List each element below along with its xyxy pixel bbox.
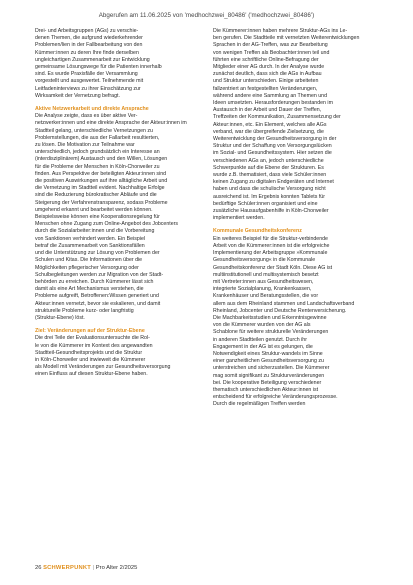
text-line: Möglichkeiten pflegerischer Versorgung oder <box>35 264 139 271</box>
text-line: verschiedenen AGs an, jedoch unterschiedliche <box>213 157 324 164</box>
text-line: von wenigen Treffen als Beobachter:innen teil und <box>213 49 330 56</box>
text-line: vorgestellt und ausgewertet. Teilnehmende mit <box>35 78 144 85</box>
text-line: umgehend erkannt und bearbeitet werden können. <box>35 206 153 213</box>
right-paragraph-1 <box>213 28 379 222</box>
text-line: Gesundheitsversorgung« in die Kommunale <box>213 257 316 264</box>
text-line: Die Analyse zeigte, dass es über aktive Ver- <box>35 113 138 120</box>
text-line: Schwerpunkte auf die Ebene der Strukturen. Es <box>213 164 324 171</box>
text-line: mag somit signifikant zu Strukturveränderungen <box>213 372 325 379</box>
text-line: implementiert werden. <box>213 215 265 222</box>
text-line: die Vernetzung im Stadtteil evident. Nachhaltige Erfolge <box>35 185 165 192</box>
text-line: Akteur:innen, etc. Ein Element, welches alle AGs <box>213 121 327 128</box>
text-line: einen Einfluss auf diesen Struktur-Ebene haben. <box>35 371 148 378</box>
text-line: Arbeit von die Kümmerer:innen ist die erfolgreiche <box>213 242 330 249</box>
text-line: in anderen Stadtteilen genutzt. Durch ihr <box>213 336 307 343</box>
text-line: Akteur:innen vernetzt, bevor sie eskalieren, und damit <box>35 300 161 307</box>
text-line: ungleichartigen Zusammenarbeit zur Entwicklung <box>35 56 150 63</box>
text-line: Implementierung der Arbeitsgruppe »Kommunale <box>213 250 328 257</box>
text-line: strukturelle Probleme kurz- oder langfristig <box>35 307 134 314</box>
text-line: zunächst deutlich, dass sich die AGs in Aufbau <box>213 71 322 78</box>
text-line: Gesundheitskonferenz der Stadt Köln. Diese AG ist <box>213 264 333 271</box>
text-line: behörden zu erreichen. Durch Kümmerer lässt sich <box>35 278 154 285</box>
text-line: (Struktur-Ebene) löst. <box>35 314 85 321</box>
text-line: Beispielsweise können eine Kooperationsregelung für <box>35 214 160 221</box>
text-line: mit Vertreter:innen aus Gesundheitswesen, <box>213 278 314 285</box>
text-line: ausreichend ist. Im Ergebnis konnten Tablets für <box>213 193 325 200</box>
text-line: unterschiedlich, jedoch grundsätzlich ein Interesse an <box>35 149 160 156</box>
journal-label: Pro Alter 2/2025 <box>95 565 138 571</box>
text-line: für die Probleme der Menschen in Köln-Chorweiler zu <box>35 163 160 170</box>
left-column <box>35 28 201 379</box>
text-line: multiinstitutionell und multisystemisch besetzt <box>213 271 319 278</box>
text-line: Problemen/lien in der Fallbearbeitung von den <box>35 42 143 49</box>
text-line: Leitfadeninterviews zu ihrer Einschätzung zur <box>35 85 141 92</box>
text-line: Durch die regelmäßigen Treffen werden <box>213 401 306 408</box>
download-note: Abgerufen am 11.06.2025 von 'medhochzwei_80486' ('medhochzwei_80486') <box>98 12 315 19</box>
text-line: sind. Es wurde Praxisfälle der Versammlung <box>35 71 138 78</box>
text-line: Stadtteil gelang, unterschiedliche Vernetzungen zu <box>35 127 153 134</box>
text-line: Ein weiteres Beispiel für die Struktur-verbindende <box>213 235 328 242</box>
section-label: SCHWERPUNKT <box>43 565 92 571</box>
text-line: Mitglieder einer AG durch. In der Analyse wurde <box>213 64 325 71</box>
right-column <box>213 28 379 409</box>
left-paragraph-3 <box>35 335 201 378</box>
text-line: unterstreichen und sicherzustellen. Die Kümmerer <box>213 365 330 372</box>
text-line: Struktur und der Schaffung von Versorgungslücken <box>213 143 332 150</box>
text-line: wurde z.B. thematisiert, dass viele Schüler:innen <box>213 172 327 179</box>
text-line: Steigerung der Verfahrenstransparenz, sodass Probleme <box>35 199 168 206</box>
text-line: Treffzeiten der Kommunikation, Zusammensetzung der <box>213 114 341 121</box>
footer-separator: | <box>92 565 95 571</box>
text-line: Austausch in der Arbeit und Dauer der Treffen, <box>213 107 322 114</box>
text-line: in Köln-Chorweiler und inwieweit die Kümmerer <box>35 356 146 363</box>
text-line: Stadtteil-Gesundheitsprojekts und die Struktur <box>35 349 143 356</box>
text-line: finden. Aus Perspektive der beteiligten Akteur:innen sind <box>35 170 167 177</box>
page-number: 26 <box>35 565 42 571</box>
text-line: sind die Reduzierung bürokratischer Abläufe und die <box>35 192 157 199</box>
text-line: die positiven Auswirkungen auf ihre alltägliche Arbeit und <box>35 178 168 185</box>
text-line: bei. Die kooperative Beteiligung verschiedener <box>213 379 322 386</box>
text-line: Die Kümmerer:innen haben mehrere Struktur-AGs ins Le- <box>213 28 348 34</box>
text-line: während andere eine Sammlung an Themen und <box>213 92 328 99</box>
text-line: Die drei Teile der Evaluationsuntersuchte die Rol- <box>35 335 150 342</box>
text-line: haben und dass die schulische Versorgung nicht <box>213 186 326 193</box>
text-line: Schablone für weitere strukturelle Veränderungen <box>213 329 329 336</box>
text-line: Probleme aufgreift, Betroffenen:Wissen generiert und <box>35 293 159 300</box>
left-paragraph-1 <box>35 28 201 100</box>
text-line: thematisch unterschiedlichen Akteur:innen ist <box>213 386 319 393</box>
text-line: bedürftige Schüler:innen organisiert und eine <box>213 200 318 207</box>
text-line: Rheinland, Jobcenter und Deutsche Rentenversicherung. <box>213 307 347 314</box>
text-line: Menschen ohne Zugang zum Online-Angebot des Jobcenters <box>35 221 179 228</box>
text-line: als Modell mit Veränderungen zur Gesundheitsversorgung <box>35 364 171 371</box>
text-line: führten eine schriftliche Online-Befragung der <box>213 56 319 63</box>
text-line: entscheidend für erfolgreiche Veränderungsprozesse. <box>213 394 338 401</box>
text-line: zusätzliche Hausaufgabenhilfe in Köln-Chorweiler <box>213 208 329 215</box>
text-line: Notwendigkeit eines Struktur-wandels im Sinne <box>213 350 323 357</box>
text-line: integrierte Sozialplanung, Krankenkassen, <box>213 286 312 293</box>
right-heading-1: Kommunale Gesundheitskonferenz <box>213 228 302 235</box>
text-line: einer ganzheitlichen Gesundheitsversorgung zu <box>213 358 324 365</box>
text-line: netzwerker:innen und eine direkte Ansprache der Akteur:innen im <box>35 120 187 127</box>
text-line: Krankenhäuser und Beratungsstellen, die vor <box>213 293 319 300</box>
text-line: und Struktur unterschieden. Einige arbeiteten <box>213 78 319 85</box>
left-heading-1: Aktive Netzwerkarbeit und direkte Ansprache <box>35 106 149 113</box>
text-line: Sprachen in der AG-Treffen, was zur Bearbeitung <box>213 42 328 49</box>
text-line: (interdisziplinärem) Austausch und den Willen, Lösungen <box>35 156 168 163</box>
page-footer <box>35 565 137 571</box>
text-line: und die Unterstützung zur Lösung von Problemen der <box>35 250 160 257</box>
text-line: zu lösen. Die Motivation zur Teilnahme war <box>35 142 135 149</box>
text-line: Weiterentwicklung der Gesundheitsversorgung in der <box>213 136 337 143</box>
left-paragraph-2 <box>35 113 201 322</box>
text-line: damit als eine Art Mechanismus verstehen, die <box>35 286 144 293</box>
text-line: le von die Kümmerer im Kontext des angewandten <box>35 342 153 349</box>
text-line: von die Kümmerer wurden von der AG als <box>213 322 311 329</box>
text-line: von Sanktionen verhindert werden. Ein Beispiel <box>35 235 146 242</box>
text-line: Ideen umsetzten. Herausforderungen bestanden im <box>213 100 333 107</box>
text-line: Schulen und Kitas. Die Informationen über die <box>35 257 143 264</box>
text-line: Schulbegleitungen werden zur Migration von der Stadt- <box>35 271 164 278</box>
right-paragraph-2 <box>213 236 379 409</box>
text-line: Drei- und Arbeitsgruppen (AGs) zu verschie- <box>35 28 139 34</box>
text-line: denen Themen, die aufgrund wiederkehrender <box>35 35 143 42</box>
text-line: gemeinsame Lösungswege für die Patienten innerhalb <box>35 64 162 71</box>
text-line: Die Machbarkeitsstudien und Erkenntnisgewinne <box>213 314 327 321</box>
text-line: Wirksamkeit der Vernetzung befragt. <box>35 92 120 99</box>
text-line: Engagement in der AG ist es gelungen, die <box>213 343 313 350</box>
text-line: Kümmer:innen zu deren Ihre finde derselben <box>35 49 139 56</box>
text-line: Problemstellungen, die aus der Fallarbeit resultierten, <box>35 134 160 141</box>
text-line: im Sozial- und Gesundheitssystem. Hier setzen die <box>213 150 332 157</box>
text-line: allem aus dem Rheinland stammen und Landschaftsverband <box>213 300 355 307</box>
text-line: fallzentriert an festgestellten Veränderungen, <box>213 85 318 92</box>
text-line: keinen Zugang zu digitalen Endgeräten und Internet <box>213 179 334 186</box>
text-line: durch die Sozialarbeiter:innen und die Vorbereitung <box>35 228 155 235</box>
text-line: betraf die Zusammenarbeit von Sanktionsfällen <box>35 242 145 249</box>
text-line: verband, war die übergreifende Zielsetzung, die <box>213 128 324 135</box>
left-heading-2: Ziel: Veränderungen auf der Struktur-Ebene <box>35 328 145 335</box>
text-line: ben gerufen. Die Stadtteile mit vernetzten Weiterentwicklungen <box>213 35 360 42</box>
